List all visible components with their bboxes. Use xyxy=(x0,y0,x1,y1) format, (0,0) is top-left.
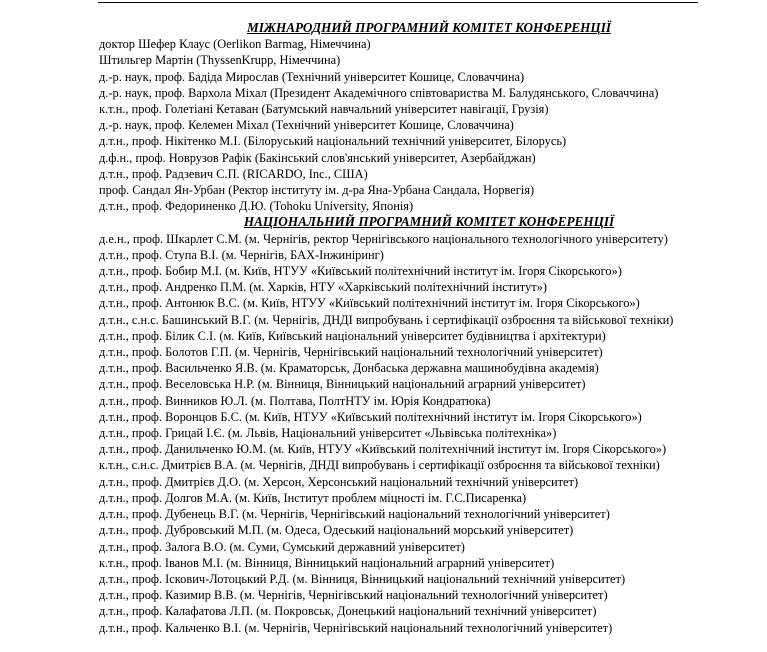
committee-member: к.т.н., проф. Іванов М.І. (м. Вінниця, Вінницький національний аграрний університет) xyxy=(99,555,555,570)
committee-member: д.т.н., проф. Грицай І.Є. (м. Львів, Національний університет «Львівська політехніка») xyxy=(99,426,557,441)
international-committee-list xyxy=(99,36,759,214)
committee-member: Штильгер Мартін (ThyssenKrupp, Німеччина) xyxy=(99,53,341,68)
committee-member: д.т.н., проф. Казимир В.В. (м. Чернігів, Чернігівський національний технологічний університет) xyxy=(99,588,608,603)
committee-member: д.т.н., проф. Залога В.О. (м. Суми, Сумський державний університет) xyxy=(99,539,465,554)
committee-member: д.т.н., проф. Бобир М.І. (м. Київ, НТУУ «Київський політехнічний інститут ім. Ігоря Сікорського») xyxy=(99,264,622,279)
top-rule xyxy=(98,2,698,3)
committee-member: к.т.н., с.н.с. Дмитрієв В.А. (м. Чернігів, ДНДІ випробувань і сертифікації озброєння та військової техніки) xyxy=(99,458,660,473)
committee-member: д.т.н., проф. Дубенець В.Г. (м. Чернігів, Чернігівський національний технологічний університет) xyxy=(99,507,610,522)
national-committee-section xyxy=(99,214,759,635)
committee-member: д.т.н., проф. Винников Ю.Л. (м. Полтава, ПолтНТУ ім. Юрія Кондратюка) xyxy=(99,393,491,408)
committee-member: д.т.н., проф. Долгов М.А. (м. Київ, Інститут проблем міцності ім. Г.С.Писаренка) xyxy=(99,490,527,505)
national-committee-heading: НАЦІОНАЛЬНИЙ ПРОГРАМНИЙ КОМІТЕТ КОНФЕРЕНЦІЇ xyxy=(243,214,615,230)
committee-member: д.т.н., проф. Радзевич С.П. (RICARDO, Inc., США) xyxy=(99,166,368,181)
committee-member: д.т.н., проф. Калафатова Л.П. (м. Покровськ, Донецький національний технічний університет) xyxy=(99,604,597,619)
national-committee-list xyxy=(99,231,759,636)
committee-member: д.т.н., проф. Данильченко Ю.М. (м. Київ, НТУУ «Київський політехнічний інститут ім. Ігоря Сікорського») xyxy=(99,442,667,457)
document-content xyxy=(99,20,759,636)
committee-member: д.т.н., проф. Нікітенко М.І. (Білоруський національний технічний університет, Білорусь) xyxy=(99,134,567,149)
committee-member: д.-р. наук, проф. Бадіда Мирослав (Технічний університет Кошице, Словаччина) xyxy=(99,69,525,84)
committee-member: д.т.н., с.н.с. Башинський В.Г. (м. Чернігів, ДНДІ випробувань і сертифікації озброєння та військової техніки) xyxy=(99,312,674,327)
committee-member: д.ф.н., проф. Новрузов Рафік (Бакінський слов'янський університет, Азербайджан) xyxy=(99,150,536,165)
committee-member: д.е.н., проф. Шкарлет С.М. (м. Чернігів, ректор Чернігівського національного технологічного університету) xyxy=(99,231,668,246)
committee-member: д.-р. наук, проф. Вархола Міхал (Президент Академічного співтовариства М. Балудянського, Словаччина) xyxy=(99,85,659,100)
committee-member: д.т.н., проф. Ступа В.І. (м. Чернігів, БАХ-Інжиніринг) xyxy=(99,247,384,262)
committee-member: к.т.н., проф. Голетіані Кетаван (Батумський навчальний університет навігації, Грузія) xyxy=(99,102,549,117)
committee-member: доктор Шефер Клаус (Oerlikon Barmag, Німеччина) xyxy=(99,37,371,52)
committee-member: д.т.н., проф. Воронцов Б.С. (м. Київ, НТУУ «Київський політехнічний інститут ім. Ігоря Сікорського») xyxy=(99,409,642,424)
committee-member: д.т.н., проф. Антонюк В.С. (м. Київ, НТУУ «Київський політехнічний інститут ім. Ігоря Сікорського») xyxy=(99,296,640,311)
committee-member: д.т.н., проф. Кальченко В.І. (м. Чернігів, Чернігівський національний технологічний університет) xyxy=(99,620,613,635)
international-committee-heading: МІЖНАРОДНИЙ ПРОГРАМНИЙ КОМІТЕТ КОНФЕРЕНЦІЇ xyxy=(247,20,611,35)
committee-member: д.т.н., проф. Білик С.І. (м. Київ, Київський національний університет будівництва і архітектури) xyxy=(99,328,606,343)
committee-member: д.-р. наук, проф. Келемен Міхал (Технічний університет Кошице, Словаччина) xyxy=(99,118,514,133)
committee-member: д.т.н., проф. Андренко П.М. (м. Харків, НТУ «Харківський політехнічний інститут») xyxy=(99,280,547,295)
committee-member: д.т.н., проф. Дубровський М.П. (м. Одеса, Одеський національний морський університет) xyxy=(99,523,574,538)
committee-member: д.т.н., проф. Веселовська Н.Р. (м. Вінниця, Вінницький національний аграрний університет) xyxy=(99,377,586,392)
committee-member: д.т.н., проф. Іскович-Лотоцький Р.Д. (м. Вінниця, Вінницький національний технічний університет) xyxy=(99,571,626,586)
committee-member: д.т.н., проф. Федориненко Д.Ю. (Tohoku University, Японія) xyxy=(99,199,414,214)
international-committee-section xyxy=(99,20,759,214)
committee-member: д.т.н., проф. Болотов Г.П. (м. Чернігів, Чернігівський національний технологічний університет) xyxy=(99,345,603,360)
committee-member: д.т.н., проф. Васильченко Я.В. (м. Краматорськ, Донбаська державна машинобудівна академія) xyxy=(99,361,599,376)
committee-member: проф. Сандал Ян-Урбан (Ректор інституту ім. д-ра Яна-Урбана Сандала, Норвегія) xyxy=(99,183,535,198)
committee-member: д.т.н., проф. Дмитрієв Д.О. (м. Херсон, Херсонський національний технічний університет) xyxy=(99,474,579,489)
